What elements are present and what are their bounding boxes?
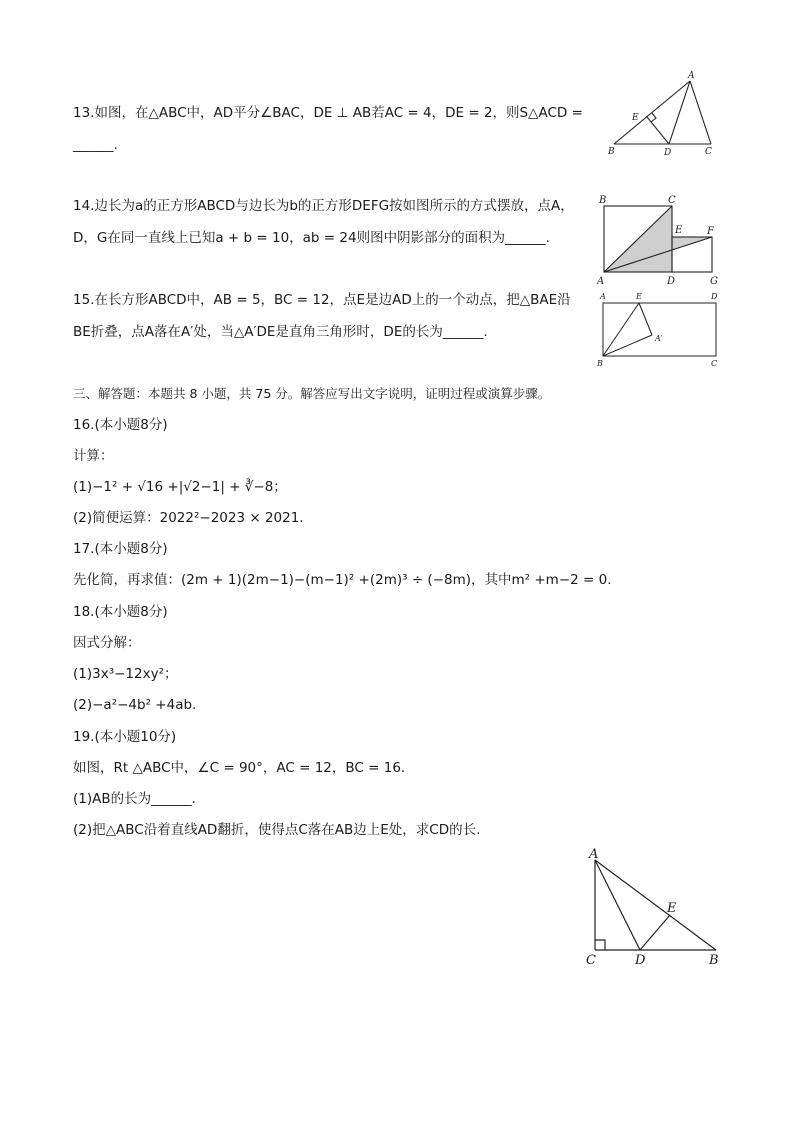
- q13-label-A: A: [688, 71, 695, 81]
- q13-label-D: D: [664, 148, 672, 158]
- q19-header: 19.(本小题10分): [73, 729, 177, 745]
- q19-label-E: E: [667, 901, 677, 916]
- q16-intro: 计算：: [73, 448, 114, 464]
- section3-heading: 三、解答题：本题共 8 小题，共 75 分。解答应写出文字说明，证明过程或演算步骤。: [73, 386, 551, 401]
- q19-label-D: D: [635, 953, 646, 968]
- q15-text-line2: BE折叠，点A落在A′处，当△A′DE是直角三角形时，DE的长为______.: [73, 324, 488, 340]
- q19-label-C: C: [586, 953, 596, 968]
- q13-label-C: C: [705, 147, 712, 157]
- q18-part1: (1)3x³−12xy²；: [73, 666, 178, 682]
- q15-label-E: E: [636, 292, 642, 301]
- q15-text-line1: 15.在长方形ABCD中，AB = 5，BC = 12，点E是边AD上的一个动点，把△BAE沿: [73, 292, 571, 308]
- q14-label-D: D: [667, 276, 676, 287]
- q16-header: 16.(本小题8分): [73, 417, 168, 433]
- q19-label-B: B: [709, 953, 719, 968]
- q16-part2: (2)简便运算：2022²−2023 × 2021.: [73, 510, 304, 526]
- q16-part1: (1)−1² + √16 +|√2−1| + ∛−8；: [73, 479, 287, 495]
- q14-text-line1: 14.边长为a的正方形ABCD与边长为b的正方形DEFG按如图所示的方式摆放，点A，: [73, 198, 574, 214]
- q14-label-G: G: [710, 276, 718, 287]
- q14-label-C: C: [668, 195, 676, 206]
- q18-header: 18.(本小题8分): [73, 604, 168, 620]
- q19-label-A: A: [589, 847, 599, 862]
- q15-label-C: C: [711, 359, 718, 368]
- q19-right-triangle-figure: [582, 840, 732, 970]
- q17-header: 17.(本小题8分): [73, 541, 168, 557]
- q14-label-A: A: [597, 276, 605, 287]
- q14-label-B: B: [599, 195, 607, 206]
- q15-label-Aprime: A′: [655, 334, 663, 343]
- q14-squares-figure: [594, 190, 730, 290]
- q18-intro: 因式分解：: [73, 635, 141, 651]
- q15-rectangle-figure: [594, 290, 724, 368]
- q13-label-E: E: [632, 113, 639, 123]
- q14-label-E: E: [675, 225, 683, 236]
- q13-triangle-figure: [604, 70, 722, 158]
- q13-text-line2: ______.: [73, 137, 118, 153]
- q14-text-line2: D，G在同一直线上已知a + b = 10，ab = 24则图中阴影部分的面积为______.: [73, 230, 550, 246]
- q13-label-B: B: [608, 147, 615, 157]
- q19-part2: (2)把△ABC沿着直线AD翻折，使得点C落在AB边上E处，求CD的长.: [73, 822, 481, 838]
- q14-label-F: F: [707, 226, 714, 237]
- q17-body: 先化简，再求值：(2m + 1)(2m−1)−(m−1)² +(2m)³ ÷ (−8m)，其中m² +m−2 = 0.: [73, 572, 612, 588]
- q15-label-D: D: [711, 292, 718, 301]
- q19-part1: (1)AB的长为______.: [73, 791, 196, 807]
- q15-label-B: B: [597, 359, 603, 368]
- q18-part2: (2)−a²−4b² +4ab.: [73, 697, 197, 713]
- q15-label-A: A: [600, 292, 606, 301]
- q13-text-line1: 13.如图，在△ABC中，AD平分∠BAC，DE ⊥ AB若AC = 4，DE = 2，则S△ACD =: [73, 105, 583, 121]
- q19-body: 如图，Rt △ABC中，∠C = 90°，AC = 12，BC = 16.: [73, 760, 406, 776]
